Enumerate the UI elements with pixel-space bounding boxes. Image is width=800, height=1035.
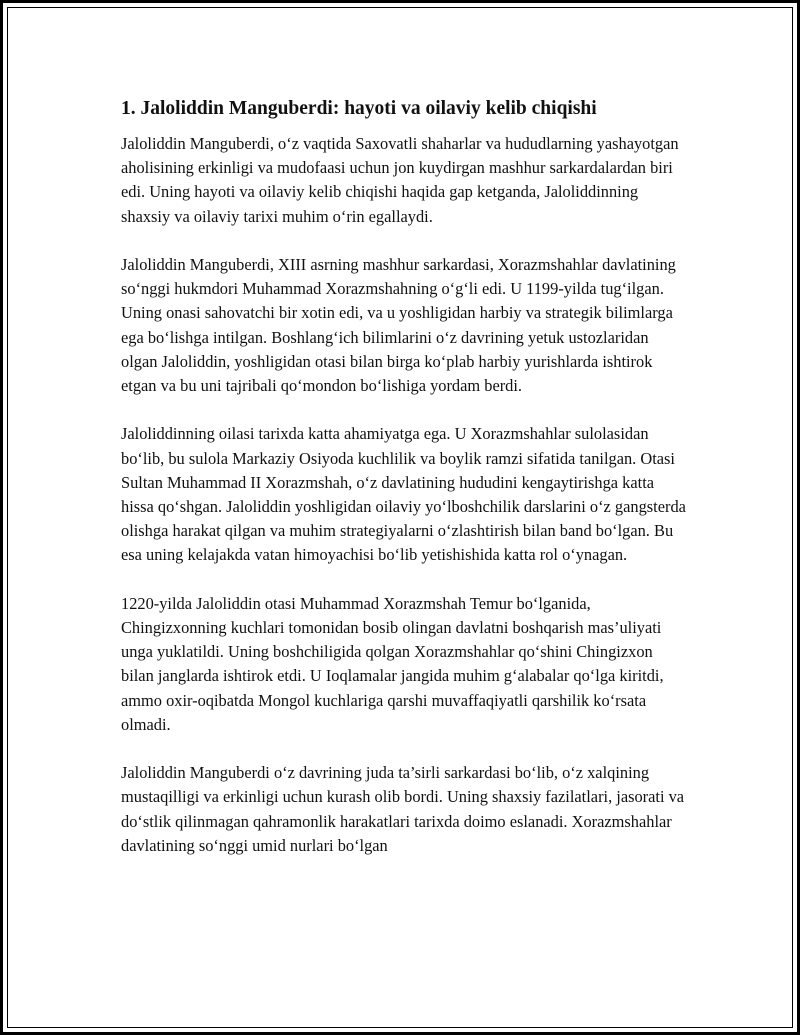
paragraph-family: Jaloliddinning oilasi tarixda katta ahamiyatga ega. U Xorazmshahlar sulolasidan bo‘lib, bu sulola Markaziy Osiyoda kuchlilik va boylik ramzi sifatida tanilgan. Otasi Sultan Muhammad II Xorazmshah, o‘z davlatining hududini kengaytirishga katta hissa qo‘shgan. Jaloliddin yoshligidan oilaviy yo‘lboshchilik darslarini o‘z gangsterda olishga harakat qilgan va muhim strategiyalarni o‘zlashtirish bilan band bo‘lgan. Bu esa uning kelajakda vatan himoyachisi bo‘lib yetishishida katta rol o‘ynagan. [121, 424, 686, 565]
section-heading: 1. Jaloliddin Manguberdi: hayoti va oilaviy kelib chiqishi [121, 98, 597, 119]
paragraph-legacy: Jaloliddin Manguberdi o‘z davrining juda ta’sirli sarkardasi bo‘lib, o‘z xalqining mustaqilligi va erkinligi uchun kurash olib bordi. Uning shaxsiy fazilatlari, jasorati va do‘stlik qilinmagan qahramonlik harakatlari tarixda doimo eslanadi. Xorazmshahlar davlatining so‘nggi umid nurlari bo‘lgan [121, 763, 685, 855]
paragraph-1220: 1220-yilda Jaloliddin otasi Muhammad Xorazmshah Temur bo‘lganida, Chingizxonning kuchlari tomonidan bosib olingan davlatni boshqarish mas’uliyati unga yuklatildi. Uning boshchiligida qolgan Xorazmshahlar qo‘shini Chingizxon bilan janglarda ishtirok etdi. U Ioqlamalar jangida muhim g‘alabalar qo‘lga kiritdi, ammo oxir-oqibatda Mongol kuchlariga qarshi muvaffaqiyatli qarshilik ko‘rsata olmadi. [121, 593, 664, 734]
document-body [121, 95, 687, 882]
paragraph-intro: Jaloliddin Manguberdi, o‘z vaqtida Saxovatli shaharlar va hududlarning yashayotgan aholisining erkinligi va mudofaasi uchun jon kuydirgan mashhur sarkardalardan biri edi. Uning hayoti va oilaviy kelib chiqishi haqida gap ketganda, Jaloliddinning shaxsiy va oilaviy tarixi muhim o‘rin egallaydi. [121, 134, 679, 226]
paragraph-biography: Jaloliddin Manguberdi, XIII asrning mashhur sarkardasi, Xorazmshahlar davlatining so‘nggi hukmdori Muhammad Xorazmshahning o‘g‘li edi. U 1199-yilda tug‘ilgan. Uning onasi sahovatchi bir xotin edi, va u yoshligidan harbiy va strategik bilimlarga ega bo‘lishga intilgan. Boshlang‘ich bilimlarini o‘z davrining yetuk ustozlaridan olgan Jaloliddin, yoshligidan otasi bilan birga ko‘plab harbiy yurishlarda ishtirok etgan va bu uni tajribali qo‘mondon bo‘lishiga yordam berdi. [121, 255, 676, 396]
